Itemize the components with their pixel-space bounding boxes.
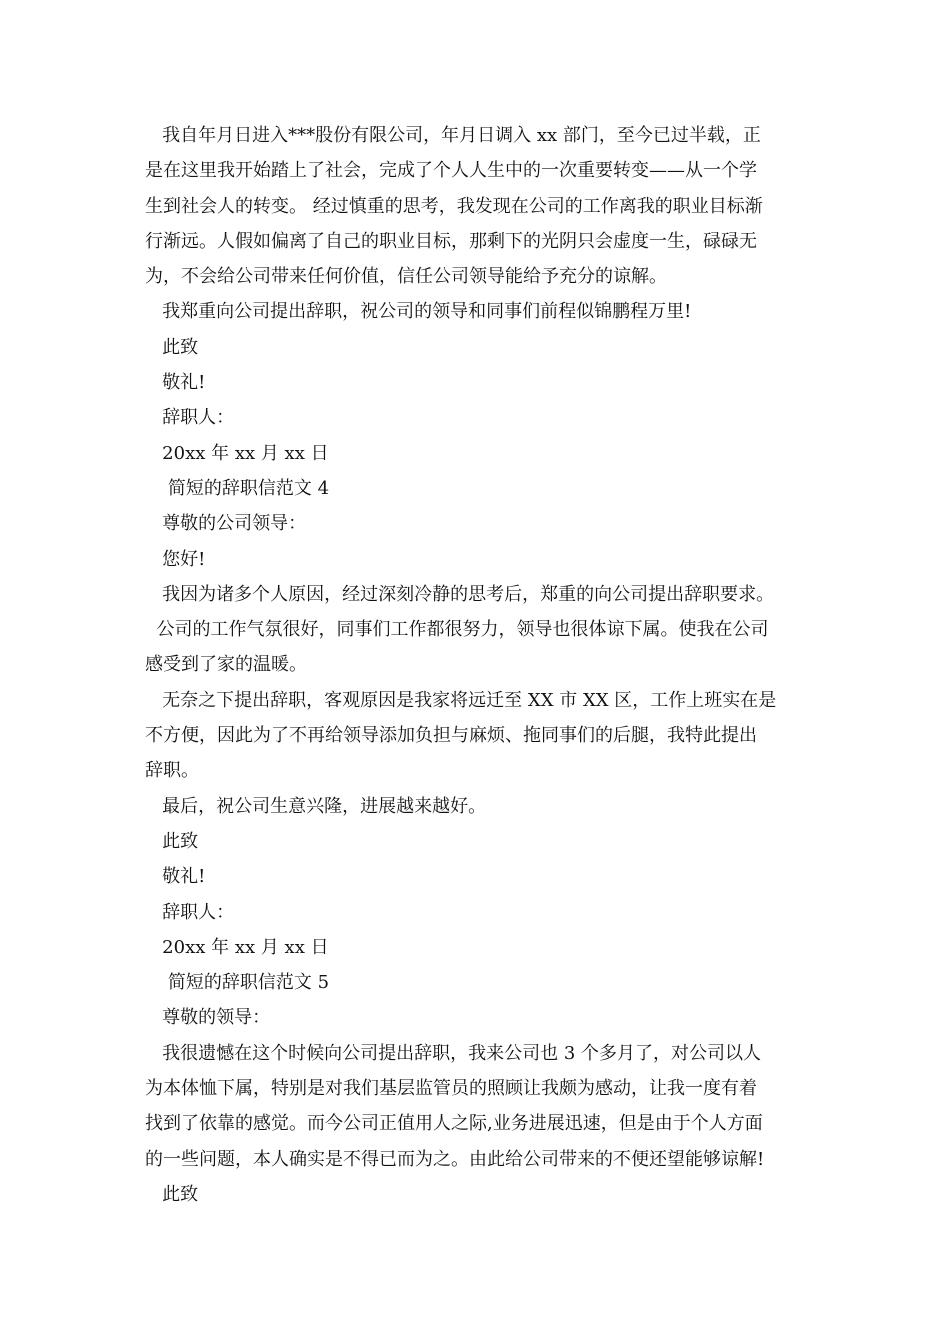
text-line: 找到了依靠的感觉。而今公司正值用人之际,业务进展迅速，但是由于个人方面 xyxy=(145,1113,763,1135)
section-title: 简短的辞职信范文 5 xyxy=(145,972,330,994)
closing-line: 此致 xyxy=(145,830,199,852)
text-line: 不方便，因此为了不再给领导添加负担与麻烦、拖同事们的后腿，我特此提出 xyxy=(145,725,757,747)
text-line: 我郑重向公司提出辞职，祝公司的领导和同事们前程似锦鹏程万里! xyxy=(145,301,692,323)
signature-line: 辞职人： xyxy=(145,901,235,923)
date-line: 20xx 年 xx 月 xx 日 xyxy=(145,936,329,958)
text-line: 行渐远。人假如偏离了自己的职业目标，那剩下的光阴只会虚度一生，碌碌无 xyxy=(145,230,757,252)
closing-line: 敬礼! xyxy=(145,866,206,888)
date-line: 20xx 年 xx 月 xx 日 xyxy=(145,442,329,464)
closing-line: 敬礼! xyxy=(145,372,206,394)
closing-line: 此致 xyxy=(145,336,199,358)
signature-line: 辞职人： xyxy=(145,407,235,429)
text-line: 我因为诸多个人原因，经过深刻冷静的思考后，郑重的向公司提出辞职要求。 xyxy=(145,583,775,605)
text-line: 感受到了家的温暖。 xyxy=(145,654,307,676)
text-line: 为本体恤下属，特别是对我们基层监管员的照顾让我颇为感动，让我一度有着 xyxy=(145,1078,757,1100)
text-line: 我很遗憾在这个时候向公司提出辞职，我来公司也 3 个多月了，对公司以人 xyxy=(145,1042,762,1064)
text-line: 是在这里我开始踏上了社会，完成了个人人生中的一次重要转变——从一个学 xyxy=(145,160,757,182)
text-line: 生到社会人的转变。 经过慎重的思考，我发现在公司的工作离我的职业目标渐 xyxy=(145,195,763,217)
text-line: 公司的工作气氛很好，同事们工作都很努力，领导也很体谅下属。使我在公司 xyxy=(145,619,769,641)
text-line: 辞职。 xyxy=(145,760,199,782)
greeting-line: 您好! xyxy=(145,548,206,570)
text-line: 的一些问题，本人确实是不得已而为之。由此给公司带来的不便还望能够谅解! xyxy=(145,1148,765,1170)
text-line: 为，不会给公司带来任何价值，信任公司领导能给予充分的谅解。 xyxy=(145,266,667,288)
salutation-line: 尊敬的领导： xyxy=(145,1007,271,1029)
text-line: 我自年月日进入***股份有限公司，年月日调入 xx 部门，至今已过半载，正 xyxy=(145,125,761,146)
closing-line: 此致 xyxy=(145,1183,199,1205)
salutation-line: 尊敬的公司领导： xyxy=(145,513,307,535)
section-title: 简短的辞职信范文 4 xyxy=(145,477,330,499)
text-line: 无奈之下提出辞职，客观原因是我家将远迁至 XX 市 XX 区，工作上班实在是 xyxy=(145,689,777,711)
document-page xyxy=(145,118,810,1212)
text-line: 最后，祝公司生意兴隆，进展越来越好。 xyxy=(145,795,487,817)
